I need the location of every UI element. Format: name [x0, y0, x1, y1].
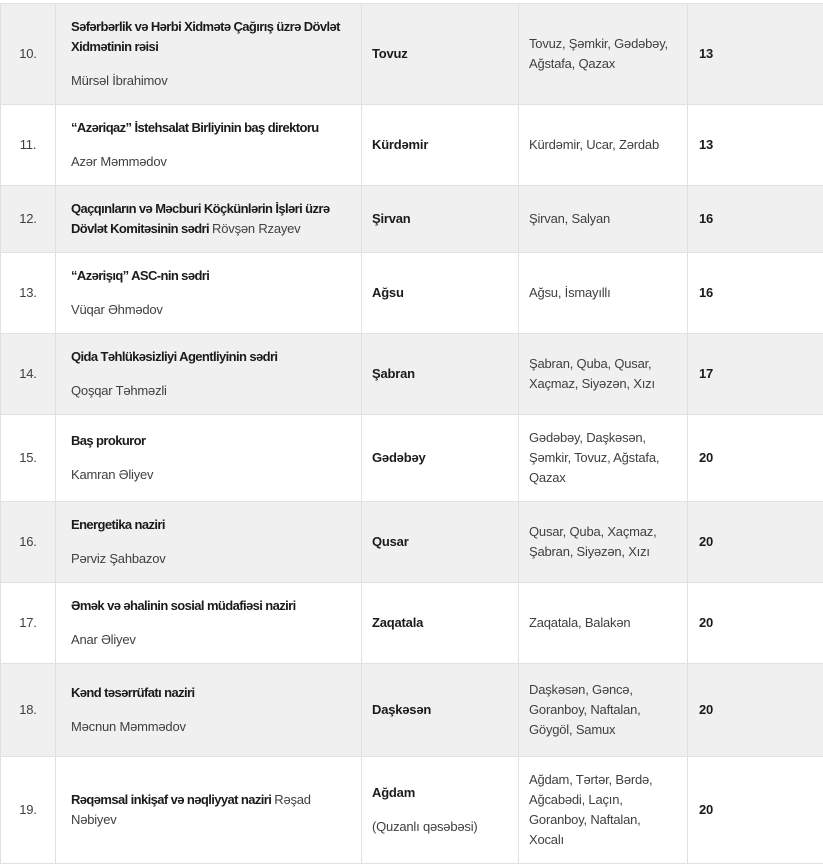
- districts-list: Tovuz, Şəmkir, Gədəbəy, Ağstafa, Qazax: [519, 4, 688, 105]
- count-value: 20: [688, 757, 823, 864]
- official-cell: [56, 334, 362, 415]
- official-cell: [56, 186, 362, 253]
- official-title: Əmək və əhalinin sosial müdafiəsi naziri: [71, 596, 353, 616]
- count-value: 20: [688, 502, 823, 583]
- districts-list: Şabran, Quba, Qusar, Xaçmaz, Siyəzən, Xızı: [519, 334, 688, 415]
- table-row: [1, 757, 823, 864]
- official-name: Azər Məmmədov: [71, 152, 353, 172]
- official-name: Vüqar Əhmədov: [71, 300, 353, 320]
- table-row: [1, 186, 823, 253]
- region-cell: [362, 105, 519, 186]
- official-name: Anar Əliyev: [71, 630, 353, 650]
- official-title-line: [71, 199, 353, 239]
- districts-list: Kürdəmir, Ucar, Zərdab: [519, 105, 688, 186]
- region-name: Şabran: [372, 364, 508, 384]
- count-value: 13: [688, 105, 823, 186]
- official-title-line: [71, 790, 353, 830]
- region-name: Qusar: [372, 532, 508, 552]
- official-name: Rəşad Nəbiyev: [71, 792, 311, 827]
- official-title: Rəqəmsal inkişaf və nəqliyyat naziri: [71, 792, 271, 807]
- region-cell: [362, 415, 519, 502]
- table-row: [1, 502, 823, 583]
- official-cell: [56, 757, 362, 864]
- districts-list: Qusar, Quba, Xaçmaz, Şabran, Siyəzən, Xızı: [519, 502, 688, 583]
- officials-table: [0, 3, 823, 864]
- count-value: 20: [688, 664, 823, 757]
- table-row: [1, 664, 823, 757]
- row-number: 13.: [1, 253, 56, 334]
- official-title: “Azəriqaz” İstehsalat Birliyinin baş direktoru: [71, 118, 353, 138]
- region-name: Tovuz: [372, 44, 508, 64]
- districts-list: Gədəbəy, Daşkəsən, Şəmkir, Tovuz, Ağstafa, Qazax: [519, 415, 688, 502]
- row-number: 14.: [1, 334, 56, 415]
- official-title: Energetika naziri: [71, 515, 353, 535]
- official-cell: [56, 4, 362, 105]
- official-title: Səfərbərlik və Hərbi Xidmətə Çağırış üzrə Dövlət Xidmətinin rəisi: [71, 17, 353, 57]
- count-value: 16: [688, 186, 823, 253]
- region-cell: [362, 186, 519, 253]
- row-number: 10.: [1, 4, 56, 105]
- row-number: 19.: [1, 757, 56, 864]
- official-title: Qida Təhlükəsizliyi Agentliyinin sədri: [71, 347, 353, 367]
- count-value: 17: [688, 334, 823, 415]
- table-row: [1, 105, 823, 186]
- table-row: [1, 4, 823, 105]
- officials-table-body: [1, 4, 823, 864]
- districts-list: Daşkəsən, Gəncə, Goranboy, Naftalan, Göygöl, Samux: [519, 664, 688, 757]
- official-title: “Azərişıq” ASC-nin sədri: [71, 266, 353, 286]
- count-value: 16: [688, 253, 823, 334]
- region-name: Ağdam: [372, 783, 508, 803]
- official-cell: [56, 664, 362, 757]
- region-name: Ağsu: [372, 283, 508, 303]
- region-cell: [362, 4, 519, 105]
- region-cell: [362, 757, 519, 864]
- region-cell: [362, 583, 519, 664]
- districts-list: Ağsu, İsmayıllı: [519, 253, 688, 334]
- count-value: 20: [688, 583, 823, 664]
- count-value: 13: [688, 4, 823, 105]
- official-name: Qoşqar Təhməzli: [71, 381, 353, 401]
- count-value: 20: [688, 415, 823, 502]
- official-name: Məcnun Məmmədov: [71, 717, 353, 737]
- row-number: 18.: [1, 664, 56, 757]
- districts-list: Ağdam, Tərtər, Bərdə, Ağcabədi, Laçın, Goranboy, Naftalan, Xocalı: [519, 757, 688, 864]
- official-cell: [56, 502, 362, 583]
- official-cell: [56, 415, 362, 502]
- region-name: Daşkəsən: [372, 700, 508, 720]
- table-row: [1, 583, 823, 664]
- official-name: Rövşən Rzayev: [212, 221, 300, 236]
- districts-list: Zaqatala, Balakən: [519, 583, 688, 664]
- region-cell: [362, 664, 519, 757]
- official-name: Kamran Əliyev: [71, 465, 353, 485]
- table-row: [1, 334, 823, 415]
- region-name: Şirvan: [372, 209, 508, 229]
- region-name: Kürdəmir: [372, 135, 508, 155]
- region-cell: [362, 334, 519, 415]
- official-name: Mürsəl İbrahimov: [71, 71, 353, 91]
- official-title: Baş prokuror: [71, 431, 353, 451]
- region-note: (Quzanlı qəsəbəsi): [372, 817, 508, 837]
- official-cell: [56, 253, 362, 334]
- official-cell: [56, 105, 362, 186]
- table-row: [1, 415, 823, 502]
- table-row: [1, 253, 823, 334]
- official-cell: [56, 583, 362, 664]
- official-title: Qaçqınların və Məcburi Köçkünlərin İşləri üzrə Dövlət Komitəsinin sədri: [71, 201, 330, 236]
- districts-list: Şirvan, Salyan: [519, 186, 688, 253]
- official-name: Pərviz Şahbazov: [71, 549, 353, 569]
- region-name: Zaqatala: [372, 613, 508, 633]
- row-number: 12.: [1, 186, 56, 253]
- row-number: 11.: [1, 105, 56, 186]
- row-number: 16.: [1, 502, 56, 583]
- row-number: 17.: [1, 583, 56, 664]
- official-title: Kənd təsərrüfatı naziri: [71, 683, 353, 703]
- region-cell: [362, 253, 519, 334]
- region-name: Gədəbəy: [372, 448, 508, 468]
- region-cell: [362, 502, 519, 583]
- row-number: 15.: [1, 415, 56, 502]
